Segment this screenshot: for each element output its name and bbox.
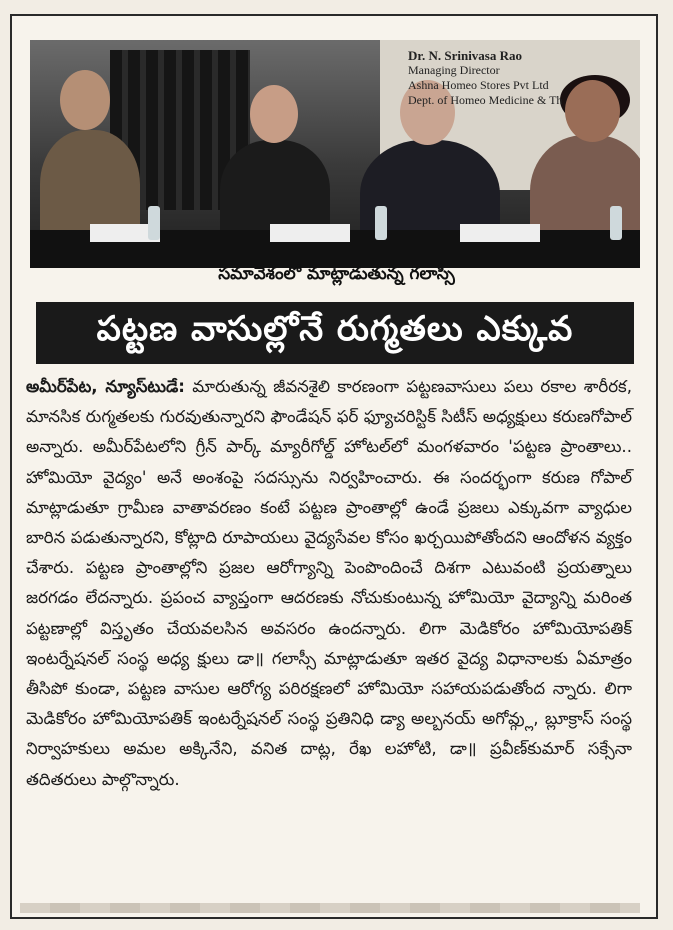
- headline: పట్టణ వాసుల్లోనే రుగ్మతలు ఎక్కువ: [36, 302, 634, 364]
- nameplate: [270, 224, 350, 242]
- nameplate: [460, 224, 540, 242]
- photo-caption: సమావేశంలో మాట్లాడుతున్న గలాస్సీ: [218, 264, 455, 284]
- photo-banner-text: [408, 48, 638, 108]
- article-body: [26, 372, 632, 795]
- banner-name: Dr. N. Srinivasa Rao: [408, 48, 523, 63]
- news-photo: [30, 40, 640, 268]
- banner-line: Managing Director: [408, 63, 500, 77]
- water-bottle: [610, 206, 622, 240]
- water-bottle: [375, 206, 387, 240]
- speaker-1-head: [60, 70, 110, 130]
- banner-line: Ashna Homeo Stores Pvt Ltd: [408, 78, 549, 92]
- dateline: అమీర్‌పేట, న్యూస్‌టుడే:: [26, 377, 185, 396]
- banner-line: Dept. of Homeo Medicine & Th: [408, 93, 563, 107]
- article-text: మారుతున్న జీవనశైలి కారణంగా పట్టణవాసులు పలు రకాల శారీరక, మానసిక రుగ్మతలకు గురవుతున్నారని ఫౌండేషన్ ఫర్ ఫ్యూచరిస్టిక్ సిటీస్ అధ్యక్షులు కరుణగోపాల్ అన్నారు. అమీర్‌పేటలోని గ్రీన్ పార్క్ మ్యారీగోల్డ్ హోటల్‌లో మంగళవారం 'పట్టణ ప్రాంతాలు.. హోమియో వైద్యం' అనే అంశంపై సదస్సును నిర్వహించారు. ఈ సందర్భంగా కరుణ గోపాల్ మాట్లాడుతూ గ్రామీణ వాతావరణం కంటే పట్టణ ప్రాంతాల్లో ఉండే ప్రజలు ఎక్కువగా వ్యాధుల బారిన పడుతున్నారని, కోట్లాది రూపాయలు వైద్యసేవల కోసం ఖర్చయిపోతోందని ఆందోళన వ్యక్తం చేశారు. పట్టణ ప్రాంతాల్లోని ప్రజల ఆరోగ్యాన్ని పెంపొందించే దిశగా ఎటువంటి ప్రయత్నాలు జరగడం లేదన్నారు. ప్రపంచ వ్యాప్తంగా ఆదరణకు నోచుకుంటున్న హోమియో వైద్యాన్ని మరింత పట్టణాల్లో విస్తృతం చేయవలసిన అవసరం ఉందన్నారు. లిగా మెడికోరం హోమియోపతిక్ ఇంటర్నేషనల్ సంస్థ అధ్య క్షులు డా॥ గలాస్సీ మాట్లాడుతూ ఇతర వైద్య విధానాలకు ఏమాత్రం తీసిపో కుండా, పట్టణ వాసుల ఆరోగ్య పరిరక్షణలో హోమియో సహాయపడుతోంద న్నారు. లిగా మెడికోరం హోమియోపతిక్ ఇంటర్నేషనల్ సంస్థ ప్రతినిధి డ్యా అల్బనయ్ అగోవ్గ్లు, బ్లూక్రాస్ సంస్థ నిర్వాహకులు అమల అక్కినేని, వనిత దాట్ల, రేఖ లహోటి, డా॥ ప్రవీణ్‌కుమార్ సక్సేనా తదితరులు పాల్గొన్నారు.: [26, 377, 632, 789]
- clipping-bottom-edge: [20, 903, 640, 913]
- water-bottle: [148, 206, 160, 240]
- speaker-2-head: [250, 85, 298, 143]
